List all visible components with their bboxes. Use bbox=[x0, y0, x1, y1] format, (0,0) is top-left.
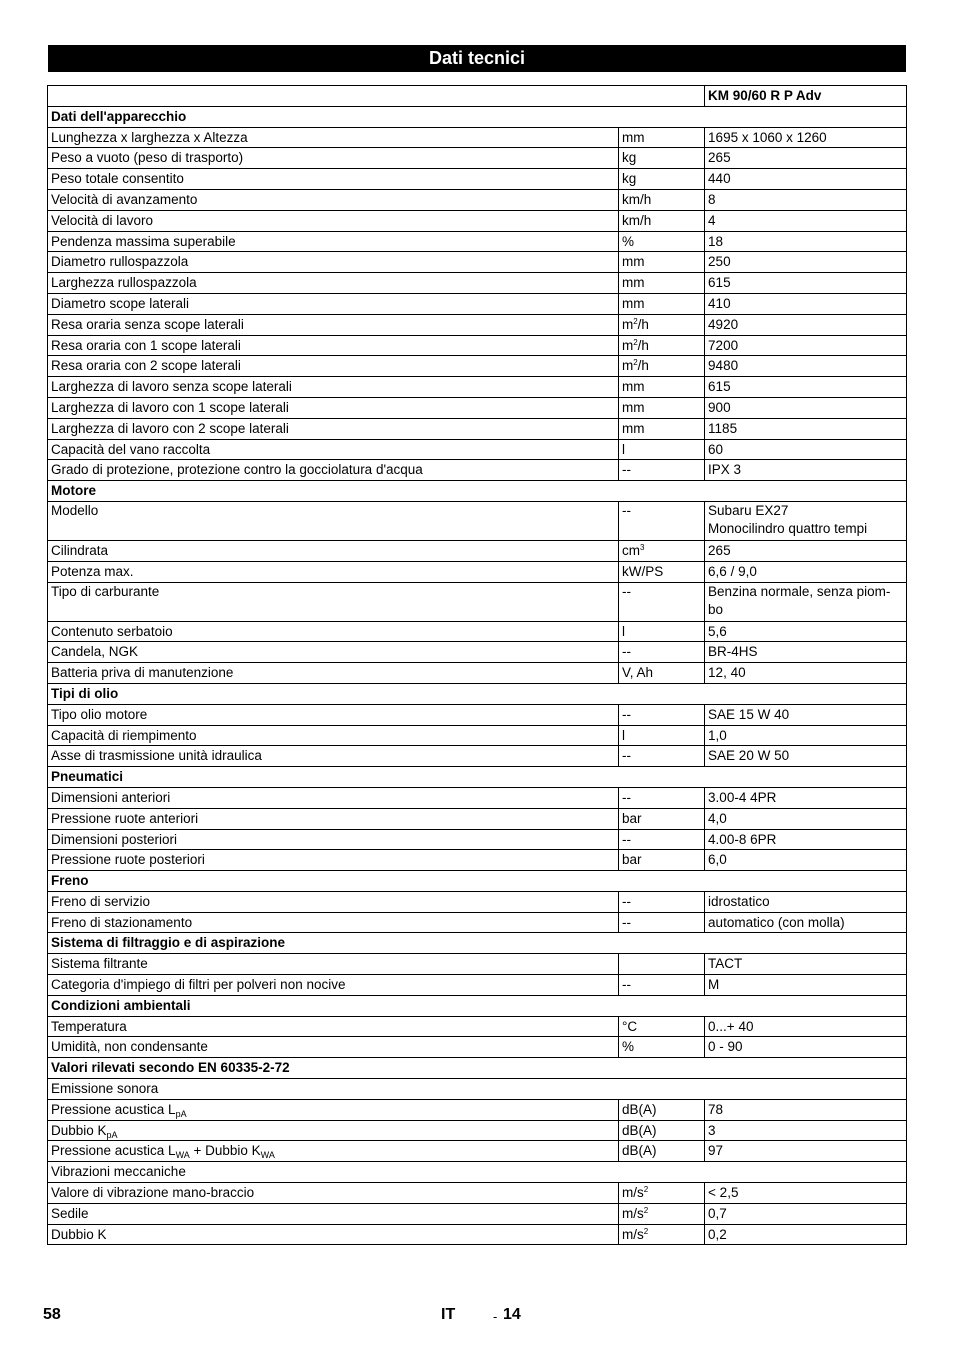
table-row bbox=[48, 891, 907, 912]
row-label: Batteria priva di manutenzione bbox=[48, 663, 619, 684]
row-value: TACT bbox=[705, 954, 907, 975]
row-label: Freno di stazionamento bbox=[48, 912, 619, 933]
table-row bbox=[48, 642, 907, 663]
table-row bbox=[48, 335, 907, 356]
row-label: Tipo di carburante bbox=[48, 582, 619, 621]
row-value: 1,0 bbox=[705, 725, 907, 746]
table-row bbox=[48, 231, 907, 252]
section-row bbox=[48, 683, 907, 704]
row-unit: $m/s^2$ bbox=[618, 1203, 704, 1224]
row-value: SAE 20 W 50 bbox=[705, 746, 907, 767]
row-label: Resa oraria con 1 scope laterali bbox=[48, 335, 619, 356]
table-row bbox=[48, 1016, 907, 1037]
row-unit: mm bbox=[618, 377, 704, 398]
table-row bbox=[48, 975, 907, 996]
row-label: Lunghezza x larghezza x Altezza bbox=[48, 127, 619, 148]
row-unit: °C bbox=[618, 1016, 704, 1037]
technical-data-table bbox=[47, 85, 907, 1245]
row-unit: kg bbox=[618, 148, 704, 169]
row-label: Pendenza massima superabile bbox=[48, 231, 619, 252]
row-unit: mm bbox=[618, 273, 704, 294]
row-unit: $m^2/h$ bbox=[618, 356, 704, 377]
row-value: 6,6 / 9,0 bbox=[705, 561, 907, 582]
row-label: Temperatura bbox=[48, 1016, 619, 1037]
table-row bbox=[48, 169, 907, 190]
table-row bbox=[48, 912, 907, 933]
table-row bbox=[48, 621, 907, 642]
row-label: Resa oraria con 2 scope laterali bbox=[48, 356, 619, 377]
row-value: 97 bbox=[705, 1141, 907, 1162]
row-label: Pressione ruote posteriori bbox=[48, 850, 619, 871]
row-label: Categoria d'impiego di filtri per polveri non nocive bbox=[48, 975, 619, 996]
table-row bbox=[48, 189, 907, 210]
row-unit: dB(A) bbox=[618, 1099, 704, 1120]
row-unit: mm bbox=[618, 127, 704, 148]
row-label: Tipo olio motore bbox=[48, 704, 619, 725]
row-value: 615 bbox=[705, 377, 907, 398]
row-value: M bbox=[705, 975, 907, 996]
section-title: Valori rilevati secondo EN 60335-2-72 bbox=[48, 1058, 907, 1079]
section-title: Tipi di olio bbox=[48, 683, 907, 704]
row-unit: l bbox=[618, 439, 704, 460]
table-row bbox=[48, 252, 907, 273]
table-row bbox=[48, 397, 907, 418]
row-label: Diametro rullospazzola bbox=[48, 252, 619, 273]
row-unit: dB(A) bbox=[618, 1141, 704, 1162]
row-label: Umidità, non condensante bbox=[48, 1037, 619, 1058]
row-label: Pressione ruote anteriori bbox=[48, 808, 619, 829]
row-unit: -- bbox=[618, 642, 704, 663]
row-unit: -- bbox=[618, 912, 704, 933]
row-unit: $m/s^2$ bbox=[618, 1183, 704, 1204]
row-value: SAE 15 W 40 bbox=[705, 704, 907, 725]
page-title: Dati tecnici bbox=[48, 45, 906, 72]
table-header-row bbox=[48, 86, 907, 107]
row-label: Freno di servizio bbox=[48, 891, 619, 912]
footer-dash: - bbox=[493, 1309, 498, 1324]
table-row bbox=[48, 273, 907, 294]
row-unit: % bbox=[618, 1037, 704, 1058]
row-value: idrostatico bbox=[705, 891, 907, 912]
row-unit: -- bbox=[618, 704, 704, 725]
row-value: 900 bbox=[705, 397, 907, 418]
section-page-number: 14 bbox=[503, 1306, 521, 1323]
table-row bbox=[48, 148, 907, 169]
row-value: 3.00-4 4PR bbox=[705, 787, 907, 808]
section-title: Dati dell'apparecchio bbox=[48, 106, 907, 127]
row-unit: $m^2/h$ bbox=[618, 335, 704, 356]
row-unit: bar bbox=[618, 808, 704, 829]
table-row bbox=[48, 1079, 907, 1100]
section-row bbox=[48, 871, 907, 892]
row-unit: -- bbox=[618, 975, 704, 996]
row-unit: $cm^3$ bbox=[618, 540, 704, 561]
row-unit: -- bbox=[618, 582, 704, 621]
row-value: 4,0 bbox=[705, 808, 907, 829]
row-unit: V, Ah bbox=[618, 663, 704, 684]
row-value: 60 bbox=[705, 439, 907, 460]
row-label: Peso a vuoto (peso di trasporto) bbox=[48, 148, 619, 169]
section-row bbox=[48, 767, 907, 788]
row-value: 250 bbox=[705, 252, 907, 273]
row-label: Larghezza di lavoro senza scope laterali bbox=[48, 377, 619, 398]
row-label: Modello bbox=[48, 501, 619, 540]
section-row bbox=[48, 995, 907, 1016]
row-unit: $m/s^2$ bbox=[618, 1224, 704, 1245]
row-value: 78 bbox=[705, 1099, 907, 1120]
row-unit: bar bbox=[618, 850, 704, 871]
row-label: Dubbio K bbox=[48, 1224, 619, 1245]
row-value: 0,2 bbox=[705, 1224, 907, 1245]
row-value: BR-4HS bbox=[705, 642, 907, 663]
table-row bbox=[48, 1141, 907, 1162]
row-unit: $m^2/h$ bbox=[618, 314, 704, 335]
row-label: Larghezza di lavoro con 1 scope laterali bbox=[48, 397, 619, 418]
row-label: Grado di protezione, protezione contro la gocciolatura d'acqua bbox=[48, 460, 619, 481]
row-value: 3 bbox=[705, 1120, 907, 1141]
table-row bbox=[48, 1099, 907, 1120]
row-value: 5,6 bbox=[705, 621, 907, 642]
row-unit: -- bbox=[618, 501, 704, 540]
row-value: Subaru EX27 Monocilindro quattro tempi bbox=[705, 501, 907, 540]
row-label: Velocità di avanzamento bbox=[48, 189, 619, 210]
section-row bbox=[48, 106, 907, 127]
row-label: Dubbio $K_{pA}$ bbox=[48, 1120, 619, 1141]
row-label: Larghezza di lavoro con 2 scope laterali bbox=[48, 418, 619, 439]
table-row bbox=[48, 418, 907, 439]
row-label: Capacità di riempimento bbox=[48, 725, 619, 746]
row-label: Peso totale consentito bbox=[48, 169, 619, 190]
table-row bbox=[48, 127, 907, 148]
row-unit: -- bbox=[618, 460, 704, 481]
row-value: 410 bbox=[705, 293, 907, 314]
row-value: 265 bbox=[705, 540, 907, 561]
row-unit: l bbox=[618, 621, 704, 642]
section-title: Motore bbox=[48, 481, 907, 502]
row-label: Dimensioni anteriori bbox=[48, 787, 619, 808]
subsection-label: Vibrazioni meccaniche bbox=[48, 1162, 907, 1183]
row-value: 4.00-8 6PR bbox=[705, 829, 907, 850]
row-value: 8 bbox=[705, 189, 907, 210]
row-label: Pressione acustica $L_{WA}$ + Dubbio $K_{WA}$ bbox=[48, 1141, 619, 1162]
row-value: 0,7 bbox=[705, 1203, 907, 1224]
section-title: Sistema di filtraggio e di aspirazione bbox=[48, 933, 907, 954]
table-row bbox=[48, 787, 907, 808]
table-row bbox=[48, 540, 907, 561]
row-value: 1695 x 1060 x 1260 bbox=[705, 127, 907, 148]
table-row bbox=[48, 829, 907, 850]
section-row bbox=[48, 1058, 907, 1079]
table-row bbox=[48, 1037, 907, 1058]
row-value: 615 bbox=[705, 273, 907, 294]
row-unit: mm bbox=[618, 252, 704, 273]
row-label: Larghezza rullospazzola bbox=[48, 273, 619, 294]
row-unit: -- bbox=[618, 746, 704, 767]
table-row bbox=[48, 210, 907, 231]
row-value: 9480 bbox=[705, 356, 907, 377]
table-row bbox=[48, 850, 907, 871]
row-unit: l bbox=[618, 725, 704, 746]
table-row bbox=[48, 954, 907, 975]
row-label: Candela, NGK bbox=[48, 642, 619, 663]
table-row bbox=[48, 314, 907, 335]
table-row bbox=[48, 1162, 907, 1183]
row-unit: dB(A) bbox=[618, 1120, 704, 1141]
table-row bbox=[48, 1183, 907, 1204]
page-number: 58 bbox=[43, 1306, 61, 1323]
language-code: IT bbox=[441, 1306, 456, 1323]
table-row bbox=[48, 377, 907, 398]
row-unit: mm bbox=[618, 293, 704, 314]
row-label: Sedile bbox=[48, 1203, 619, 1224]
row-unit: mm bbox=[618, 418, 704, 439]
section-title: Pneumatici bbox=[48, 767, 907, 788]
table-row bbox=[48, 1120, 907, 1141]
row-label: Potenza max. bbox=[48, 561, 619, 582]
row-label: Dimensioni posteriori bbox=[48, 829, 619, 850]
row-value: 1185 bbox=[705, 418, 907, 439]
row-value: 0 - 90 bbox=[705, 1037, 907, 1058]
row-value: 4920 bbox=[705, 314, 907, 335]
table-row bbox=[48, 1224, 907, 1245]
row-unit: -- bbox=[618, 829, 704, 850]
row-label: Resa oraria senza scope laterali bbox=[48, 314, 619, 335]
row-value: 0...+ 40 bbox=[705, 1016, 907, 1037]
model-name: KM 90/60 R P Adv bbox=[705, 86, 907, 107]
row-value: IPX 3 bbox=[705, 460, 907, 481]
row-unit bbox=[618, 954, 704, 975]
table-row bbox=[48, 808, 907, 829]
row-label: Contenuto serbatoio bbox=[48, 621, 619, 642]
row-unit: -- bbox=[618, 787, 704, 808]
table-row bbox=[48, 582, 907, 621]
section-title: Condizioni ambientali bbox=[48, 995, 907, 1016]
row-value: 7200 bbox=[705, 335, 907, 356]
row-unit: -- bbox=[618, 891, 704, 912]
row-label: Diametro scope laterali bbox=[48, 293, 619, 314]
row-value: 18 bbox=[705, 231, 907, 252]
row-unit: kg bbox=[618, 169, 704, 190]
row-value: 12, 40 bbox=[705, 663, 907, 684]
row-label: Capacità del vano raccolta bbox=[48, 439, 619, 460]
row-value: 6,0 bbox=[705, 850, 907, 871]
row-unit: mm bbox=[618, 397, 704, 418]
row-label: Cilindrata bbox=[48, 540, 619, 561]
section-title: Freno bbox=[48, 871, 907, 892]
table-row bbox=[48, 663, 907, 684]
table-row bbox=[48, 561, 907, 582]
subsection-label: Emissione sonora bbox=[48, 1079, 907, 1100]
row-label: Valore di vibrazione mano-braccio bbox=[48, 1183, 619, 1204]
table-row bbox=[48, 746, 907, 767]
row-value: 440 bbox=[705, 169, 907, 190]
row-value: 4 bbox=[705, 210, 907, 231]
row-value: Benzina normale, senza piom- bo bbox=[705, 582, 907, 621]
table-row bbox=[48, 460, 907, 481]
row-unit: % bbox=[618, 231, 704, 252]
row-unit: km/h bbox=[618, 189, 704, 210]
table-row bbox=[48, 725, 907, 746]
row-label: Sistema filtrante bbox=[48, 954, 619, 975]
table-row bbox=[48, 1203, 907, 1224]
section-row bbox=[48, 481, 907, 502]
table-row bbox=[48, 439, 907, 460]
row-value: < 2,5 bbox=[705, 1183, 907, 1204]
table-row bbox=[48, 293, 907, 314]
table-row bbox=[48, 356, 907, 377]
row-value: 265 bbox=[705, 148, 907, 169]
row-label: Pressione acustica $L_{pA}$ bbox=[48, 1099, 619, 1120]
row-label: Velocità di lavoro bbox=[48, 210, 619, 231]
row-value: automatico (con molla) bbox=[705, 912, 907, 933]
row-unit: km/h bbox=[618, 210, 704, 231]
table-row bbox=[48, 501, 907, 540]
section-row bbox=[48, 933, 907, 954]
table-row bbox=[48, 704, 907, 725]
row-label: Asse di trasmissione unità idraulica bbox=[48, 746, 619, 767]
row-unit: kW/PS bbox=[618, 561, 704, 582]
